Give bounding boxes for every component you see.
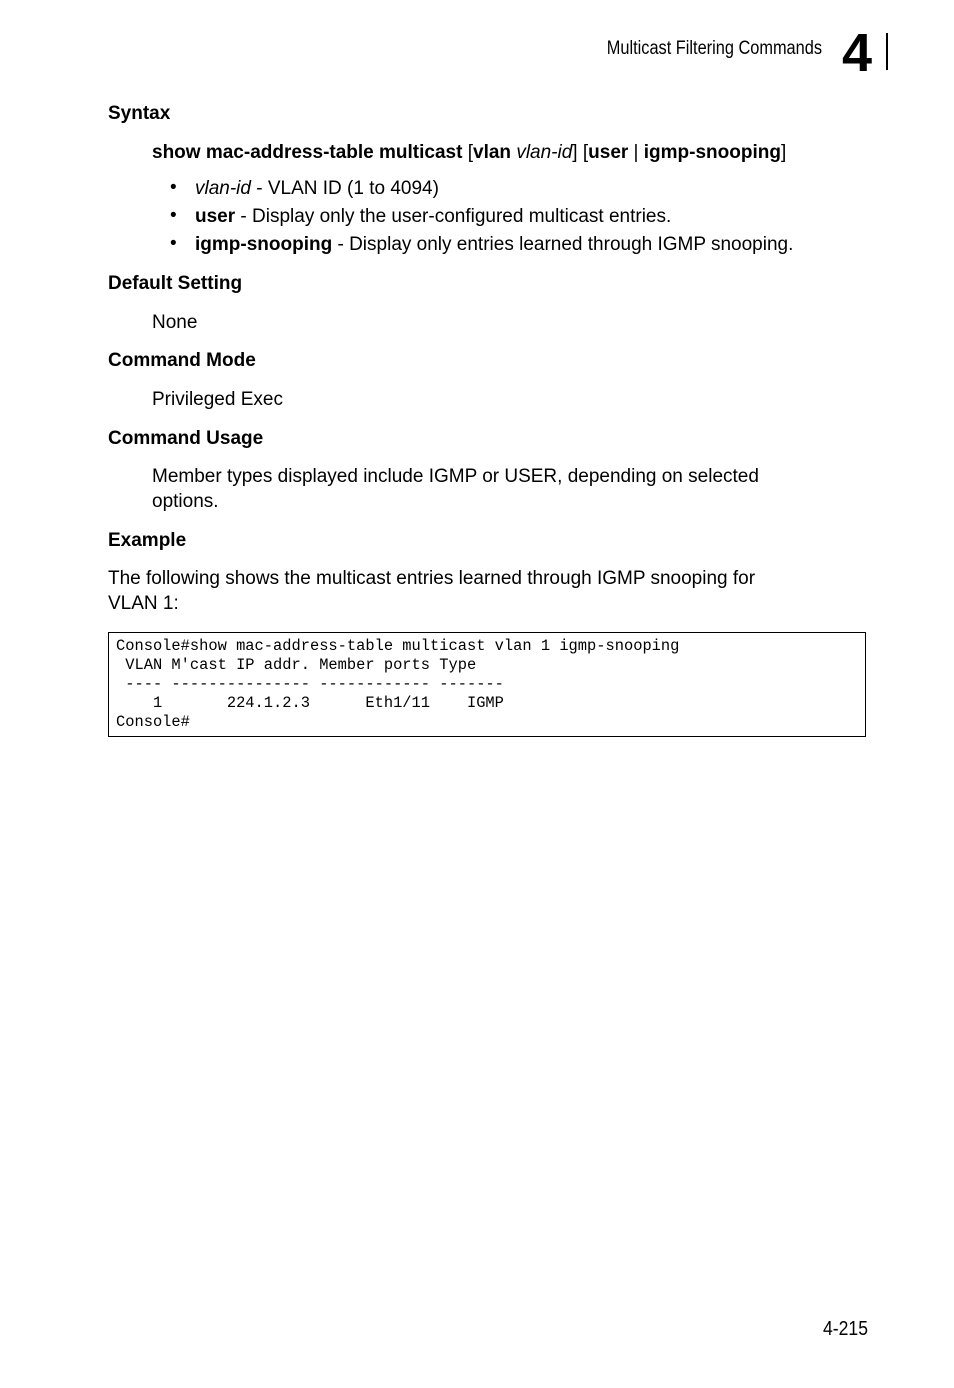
command-usage-line-2: options. — [152, 491, 219, 512]
bullet-marker: • — [170, 233, 177, 254]
param-desc: - VLAN ID (1 to 4094) — [250, 178, 439, 199]
chapter-divider — [886, 33, 888, 70]
param-desc: - Display only the user-configured multicast entries. — [235, 206, 672, 227]
param-name: user — [195, 206, 236, 227]
syntax-keyword-vlan: vlan — [473, 142, 512, 163]
bullet-marker: • — [170, 177, 177, 198]
syntax-bracket-mid: ] [ — [572, 142, 589, 163]
console-line: Console# — [116, 713, 190, 731]
page-number: 4-215 — [822, 1318, 868, 1340]
console-output-box — [108, 632, 866, 737]
param-item — [195, 204, 671, 229]
command-usage-line-1: Member types displayed include IGMP or USER, depending on selected — [152, 466, 759, 487]
syntax-bracket-open: [ — [462, 142, 473, 163]
syntax-arg-vlan-id: vlan-id — [516, 142, 573, 163]
syntax-keyword-igmp: igmp-snooping — [643, 142, 781, 163]
example-heading: Example — [108, 530, 187, 551]
console-line: Console#show mac-address-table multicast vlan 1 igmp-snooping — [116, 637, 680, 655]
default-setting-text: None — [152, 312, 198, 333]
param-item — [195, 176, 439, 201]
default-setting-heading: Default Setting — [108, 273, 243, 294]
example-intro-line-1: The following shows the multicast entries learned through IGMP snooping for — [108, 568, 756, 589]
syntax-command: show mac-address-table multicast — [152, 142, 463, 163]
console-line: ---- --------------- ------------ ------- — [116, 675, 504, 693]
syntax-bracket-close: ] — [780, 142, 787, 163]
command-mode-heading: Command Mode — [108, 350, 256, 371]
running-header-title: Multicast Filtering Commands — [606, 38, 822, 59]
param-desc: - Display only entries learned through IGMP snooping. — [332, 234, 794, 255]
bullet-marker: • — [170, 205, 177, 226]
command-usage-heading: Command Usage — [108, 428, 264, 449]
command-mode-text: Privileged Exec — [152, 389, 283, 410]
param-item — [195, 232, 793, 257]
syntax-keyword-user: user — [588, 142, 629, 163]
syntax-pipe: | — [628, 142, 644, 163]
console-line: VLAN M'cast IP addr. Member ports Type — [116, 656, 477, 674]
param-name: igmp-snooping — [195, 234, 333, 255]
syntax-heading: Syntax — [108, 103, 171, 124]
syntax-command-line — [152, 140, 786, 165]
param-name: vlan-id — [195, 178, 251, 199]
chapter-number: 4 — [842, 23, 872, 83]
example-intro-line-2: VLAN 1: — [108, 593, 179, 614]
console-line: 1 224.1.2.3 Eth1/11 IGMP — [116, 694, 504, 712]
